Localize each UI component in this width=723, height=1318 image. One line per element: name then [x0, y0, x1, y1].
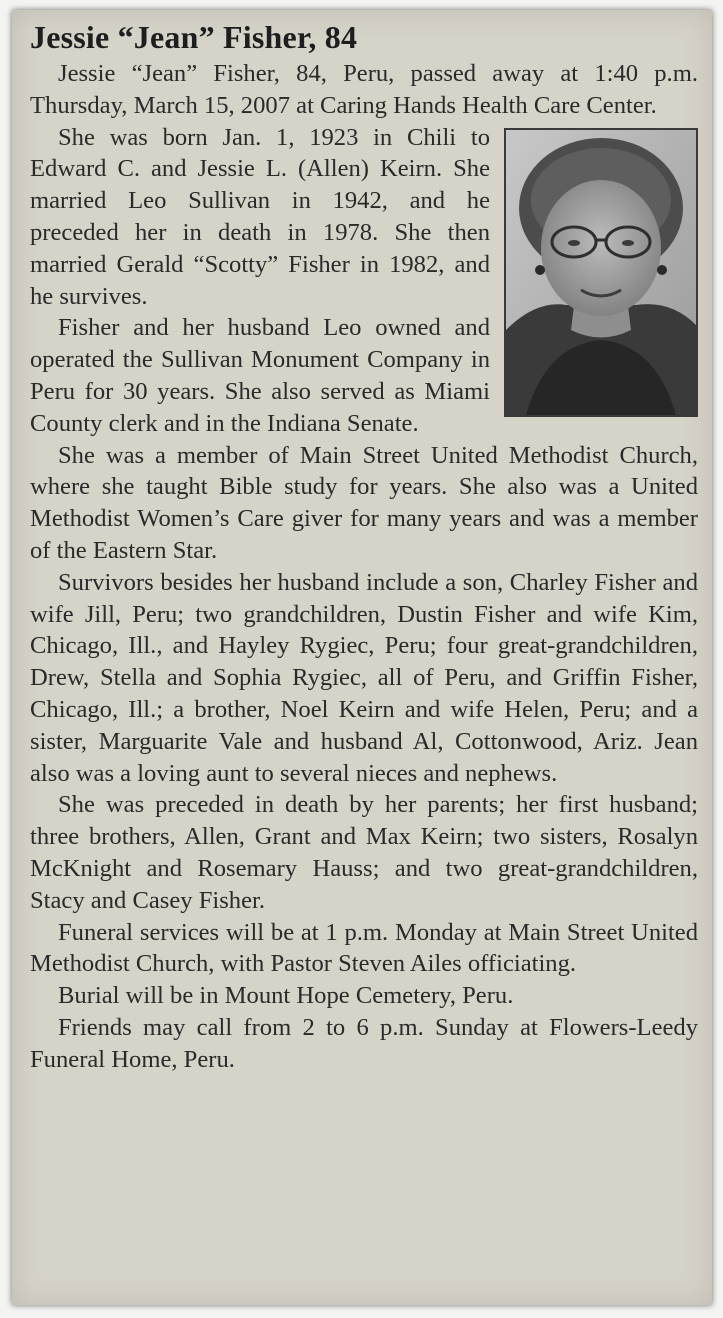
obituary-article — [30, 18, 698, 1076]
paragraph-early-life: She was born Jan. 1, 1923 in Chili to Edward C. and Jessie L. (Allen) Keirn. She married Leo Sullivan in 1942, and he preceded her in death in 1978. She then married Gerald “Scotty” Fisher in 1982, and he survives. — [30, 123, 490, 310]
paragraph-survivors: Survivors besides her husband include a son, Charley Fisher and wife Jill, Peru; two grandchildren, Dustin Fisher and wife Kim, Chicago, Ill., and Hayley Rygiec, Peru; four great-grandchildren, Drew, Stella and Sophia Rygiec, all of Peru, and Griffin Fisher, Chicago, Ill.; a brother, Noel Keirn and wife Helen, Peru; and a sister, Marguarite Vale and husband Al, Cottonwood, Ariz. Jean also was a loving aunt to several nieces and nephews. — [30, 568, 698, 787]
paragraph-career: Fisher and her husband Leo owned and operated the Sullivan Monument Company in Peru for 30 years. She also served as Miami County clerk and in the Indiana Senate. — [30, 314, 490, 437]
paragraph-death-notice: Jessie “Jean” Fisher, 84, Peru, passed away at 1:40 p.m. Thursday, March 15, 2007 at Caring Hands Health Care Center. — [30, 60, 698, 119]
obituary-headline: Jessie “Jean” Fisher, 84 — [30, 19, 358, 55]
paragraph-preceded: She was preceded in death by her parents; her first husband; three brothers, Allen, Grant and Max Keirn; two sisters, Rosalyn McKnight and Rosemary Hauss; and two great-grandchildren, Stacy and Casey Fisher. — [30, 791, 698, 914]
paragraph-burial: Burial will be in Mount Hope Cemetery, Peru. — [58, 982, 514, 1010]
portrait-image — [506, 130, 696, 415]
paragraph-church: She was a member of Main Street United Methodist Church, where she taught Bible study for years. She also was a United Methodist Women’s Care giver for many years and was a member of the Eastern Star. — [30, 441, 698, 564]
portrait-photo — [504, 128, 698, 417]
paragraph-visitation: Friends may call from 2 to 6 p.m. Sunday at Flowers-Leedy Funeral Home, Peru. — [30, 1013, 698, 1073]
newspaper-clipping — [12, 10, 712, 1305]
paragraph-funeral: Funeral services will be at 1 p.m. Monday at Main Street United Methodist Church, with Pastor Steven Ailes officiating. — [30, 918, 698, 978]
